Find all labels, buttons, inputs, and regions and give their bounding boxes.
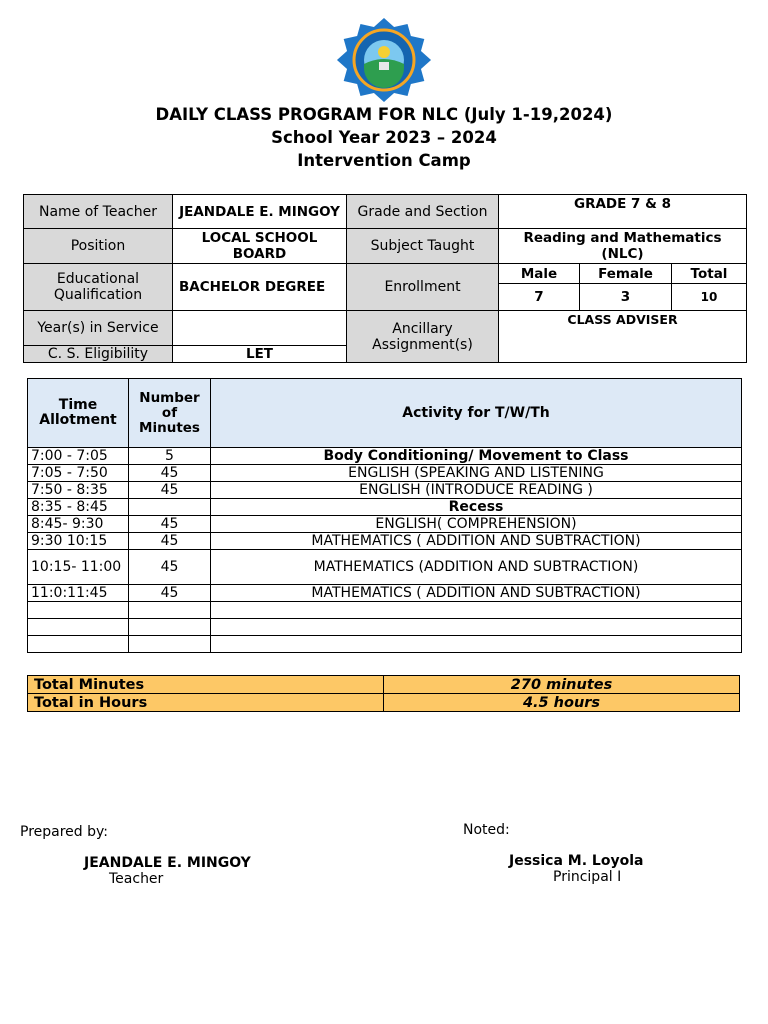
subject-value: Reading and Mathematics (NLC) [499,229,747,264]
noted-name: Jessica M. Loyola [509,853,644,869]
total-minutes-value: 270 minutes [384,676,740,694]
activity-cell: ENGLISH (INTRODUCE READING ) [211,482,742,499]
schedule-row [28,585,742,602]
teacher-info-table [23,194,747,363]
schedule-table [27,378,742,653]
header-minutes: Number of Minutes [129,379,211,448]
time-cell [28,602,129,619]
noted-role: Principal I [553,869,622,885]
minutes-cell: 45 [129,533,211,550]
schedule-row [28,499,742,516]
schedule-row [28,550,742,585]
activity-cell [211,619,742,636]
minutes-cell: 45 [129,516,211,533]
position-value: LOCAL SCHOOL BOARD [173,229,347,264]
activity-cell: MATHEMATICS (ADDITION AND SUBTRACTION) [211,550,742,585]
activity-cell: ENGLISH( COMPREHENSION) [211,516,742,533]
edu-value: BACHELOR DEGREE [173,264,347,311]
name-value: JEANDALE E. MINGOY [173,195,347,229]
minutes-cell [129,499,211,516]
time-cell: 10:15- 11:00 [28,550,129,585]
male-label: Male [499,264,580,284]
minutes-cell [129,619,211,636]
prepared-by-label: Prepared by: [20,824,108,840]
time-cell: 9:30 10:15 [28,533,129,550]
minutes-cell: 5 [129,448,211,465]
minutes-cell [129,636,211,653]
minutes-cell: 45 [129,465,211,482]
edu-label: Educational Qualification [24,264,173,311]
total-minutes-label: Total Minutes [28,676,384,694]
noted-label: Noted: [463,822,510,838]
years-label: Year(s) in Service [24,311,173,346]
school-seal-icon [334,18,434,102]
time-cell: 7:05 - 7:50 [28,465,129,482]
time-cell: 8:45- 9:30 [28,516,129,533]
activity-cell: Recess [211,499,742,516]
total-hours-value: 4.5 hours [384,694,740,712]
schedule-row [28,533,742,550]
eligibility-value: LET [173,346,347,363]
years-value [173,311,347,346]
enrollment-label: Enrollment [347,264,499,311]
eligibility-label: C. S. Eligibility [24,346,173,363]
time-cell: 7:00 - 7:05 [28,448,129,465]
position-label: Position [24,229,173,264]
schedule-row [28,465,742,482]
female-count: 3 [580,284,672,311]
ancillary-label: Ancillary Assignment(s) [347,311,499,363]
header-time: Time Allotment [28,379,129,448]
time-cell: 11:0:11:45 [28,585,129,602]
time-cell: 7:50 - 8:35 [28,482,129,499]
camp-name: Intervention Camp [297,151,471,170]
activity-cell: MATHEMATICS ( ADDITION AND SUBTRACTION) [211,585,742,602]
activity-cell: Body Conditioning/ Movement to Class [211,448,742,465]
female-label: Female [580,264,672,284]
grade-value: GRADE 7 & 8 [499,195,747,229]
total-hours-label: Total in Hours [28,694,384,712]
schedule-row [28,602,742,619]
total-label: Total [672,264,747,284]
schedule-row [28,482,742,499]
activity-cell: ENGLISH (SPEAKING AND LISTENING [211,465,742,482]
school-year: School Year 2023 – 2024 [271,128,497,147]
activity-cell: MATHEMATICS ( ADDITION AND SUBTRACTION) [211,533,742,550]
time-cell [28,636,129,653]
header-activity: Activity for T/W/Th [211,379,742,448]
grade-label: Grade and Section [347,195,499,229]
minutes-cell: 45 [129,550,211,585]
activity-cell [211,602,742,619]
time-cell: 8:35 - 8:45 [28,499,129,516]
prepared-by-name: JEANDALE E. MINGOY [84,855,251,871]
minutes-cell: 45 [129,585,211,602]
document-title: DAILY CLASS PROGRAM FOR NLC (July 1-19,2024) [155,105,613,124]
name-label: Name of Teacher [24,195,173,229]
time-cell [28,619,129,636]
schedule-row [28,636,742,653]
minutes-cell [129,602,211,619]
activity-cell [211,636,742,653]
prepared-by-role: Teacher [109,871,164,887]
minutes-cell: 45 [129,482,211,499]
subject-label: Subject Taught [347,229,499,264]
schedule-row [28,619,742,636]
schedule-row [28,448,742,465]
schedule-row [28,516,742,533]
totals-table [27,675,740,712]
total-count: 10 [672,284,747,311]
male-count: 7 [499,284,580,311]
ancillary-value: CLASS ADVISER [499,311,747,363]
